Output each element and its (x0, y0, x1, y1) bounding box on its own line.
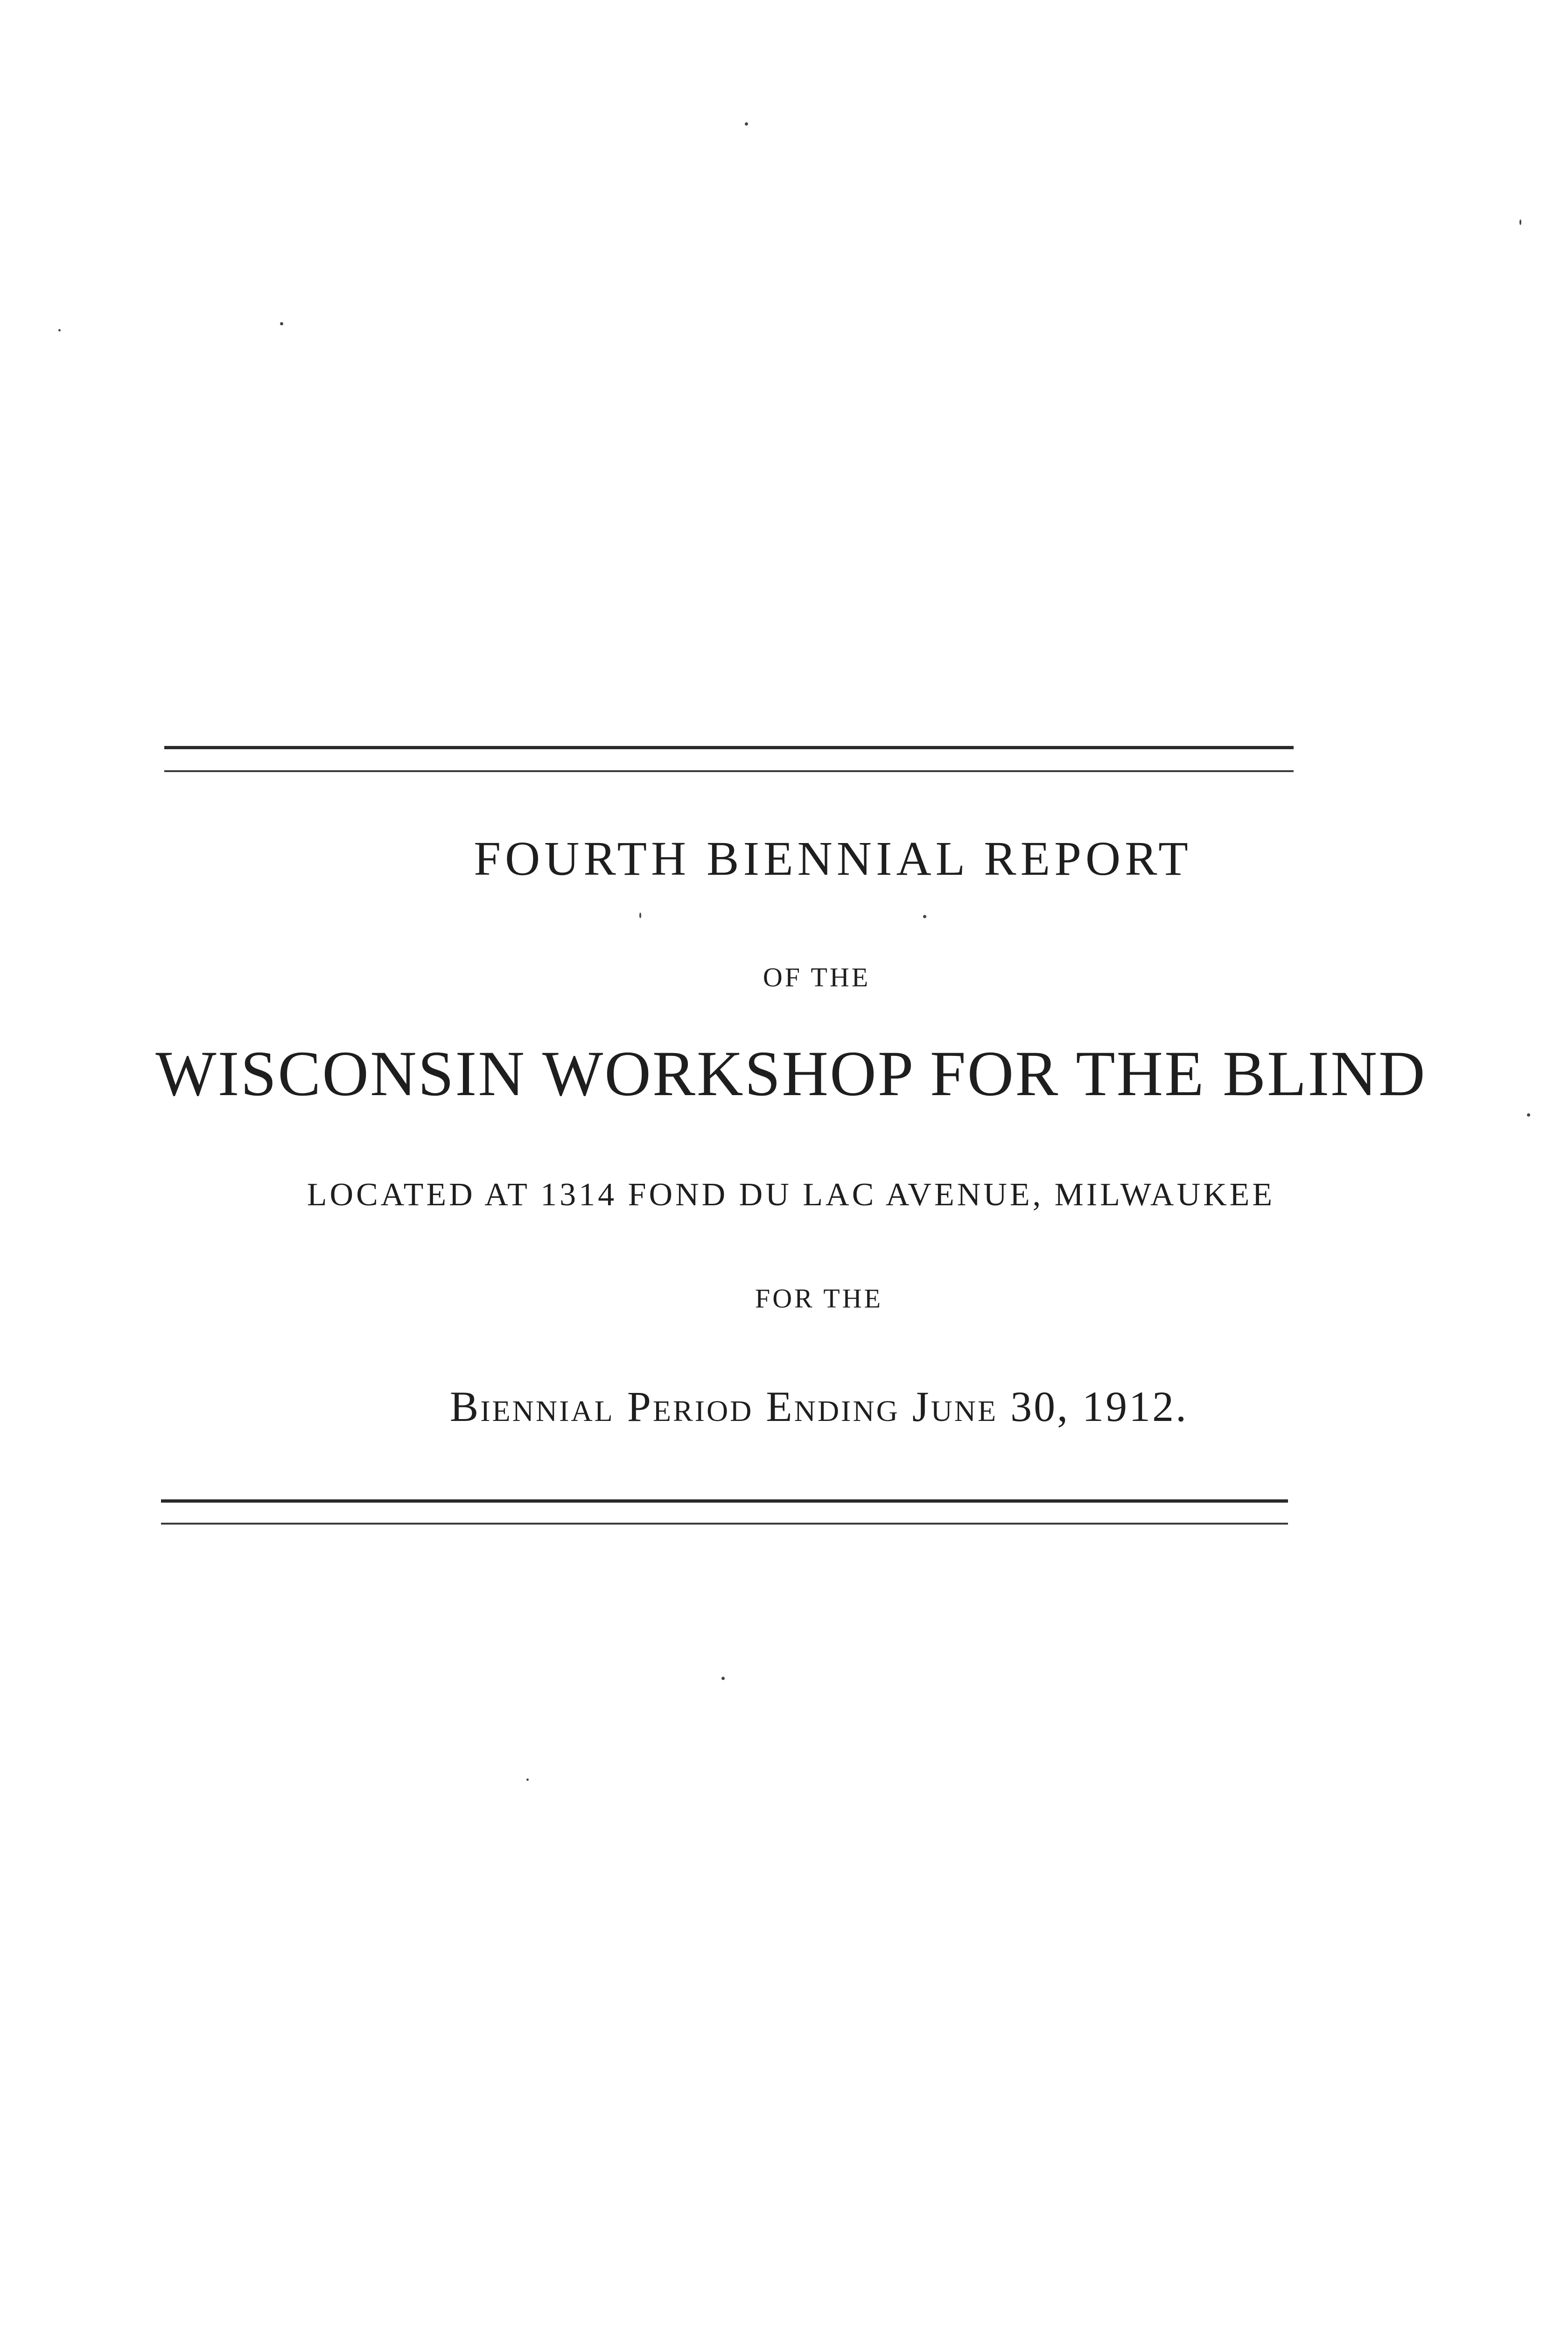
scan-speck (639, 913, 641, 918)
scan-speck (1527, 1113, 1530, 1117)
for-the-line: FOR THE (755, 1283, 883, 1314)
scan-speck (526, 1779, 529, 1781)
scan-speck (923, 915, 926, 918)
scan-speck (721, 1677, 725, 1680)
scan-speck (1519, 219, 1521, 225)
top-rule-thick (164, 746, 1294, 749)
scan-speck (58, 329, 61, 331)
period-line: Biennial Period Ending June 30, 1912. (449, 1383, 1189, 1430)
scan-speck (280, 322, 283, 325)
bottom-rule-thin (161, 1523, 1288, 1525)
of-the-line: OF THE (763, 962, 871, 992)
report-heading: FOURTH BIENNIAL REPORT (474, 832, 1192, 886)
location-line: LOCATED AT 1314 FOND DU LAC AVENUE, MILWAUKEE (307, 1177, 1275, 1213)
document-title: WISCONSIN WORKSHOP FOR THE BLIND (155, 1038, 1427, 1109)
top-rule-thin (164, 770, 1294, 772)
scan-speck (745, 122, 748, 126)
bottom-rule-thick (161, 1499, 1288, 1503)
